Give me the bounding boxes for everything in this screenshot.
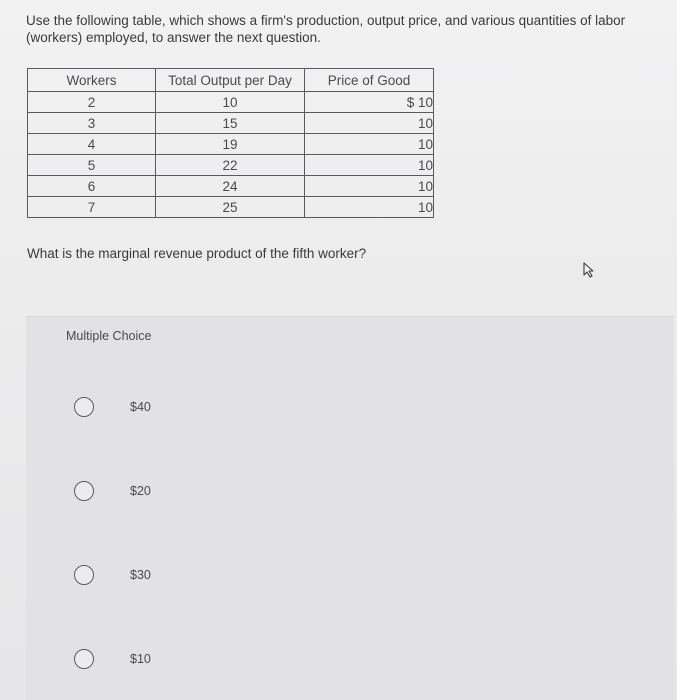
radio-button[interactable] (74, 481, 94, 501)
cell-workers: 3 (28, 113, 156, 134)
table-row (28, 113, 434, 134)
multiple-choice-label: Multiple Choice (66, 329, 152, 343)
answer-option-label: $40 (130, 400, 151, 414)
radio-button[interactable] (74, 397, 94, 417)
answer-option[interactable] (74, 395, 274, 425)
question-text: What is the marginal revenue product of the fifth worker? (27, 246, 367, 261)
cell-price: $ 10 (305, 92, 434, 113)
cell-price: 10 (305, 176, 434, 197)
table-header-row (28, 69, 434, 92)
answer-option-label: $30 (130, 568, 151, 582)
cell-price: 10 (305, 134, 434, 155)
cell-output: 25 (156, 197, 305, 218)
answer-option[interactable] (74, 563, 274, 593)
answer-option-label: $10 (130, 652, 151, 666)
mouse-cursor-icon (582, 262, 596, 278)
cell-workers: 6 (28, 176, 156, 197)
cell-workers: 7 (28, 197, 156, 218)
answer-option[interactable] (74, 479, 274, 509)
table-row (28, 176, 434, 197)
cell-output: 15 (156, 113, 305, 134)
header-total-output: Total Output per Day (156, 69, 305, 92)
cell-price: 10 (305, 197, 434, 218)
radio-button[interactable] (74, 565, 94, 585)
cell-output: 10 (156, 92, 305, 113)
cell-workers: 2 (28, 92, 156, 113)
production-table (27, 68, 434, 218)
cell-output: 19 (156, 134, 305, 155)
cell-workers: 5 (28, 155, 156, 176)
radio-button[interactable] (74, 649, 94, 669)
table-row (28, 155, 434, 176)
cell-price: 10 (305, 155, 434, 176)
multiple-choice-panel (26, 316, 674, 700)
header-workers: Workers (28, 69, 156, 92)
cell-price: 10 (305, 113, 434, 134)
answer-option[interactable] (74, 647, 274, 677)
table-row (28, 197, 434, 218)
answer-option-label: $20 (130, 484, 151, 498)
cell-output: 22 (156, 155, 305, 176)
cell-workers: 4 (28, 134, 156, 155)
cell-output: 24 (156, 176, 305, 197)
header-price: Price of Good (305, 69, 434, 92)
intro-text: Use the following table, which shows a firm's production, output price, and various quantities of labor (workers) employed, to answer the next question. (26, 13, 626, 45)
table-row (28, 92, 434, 113)
table-row (28, 134, 434, 155)
